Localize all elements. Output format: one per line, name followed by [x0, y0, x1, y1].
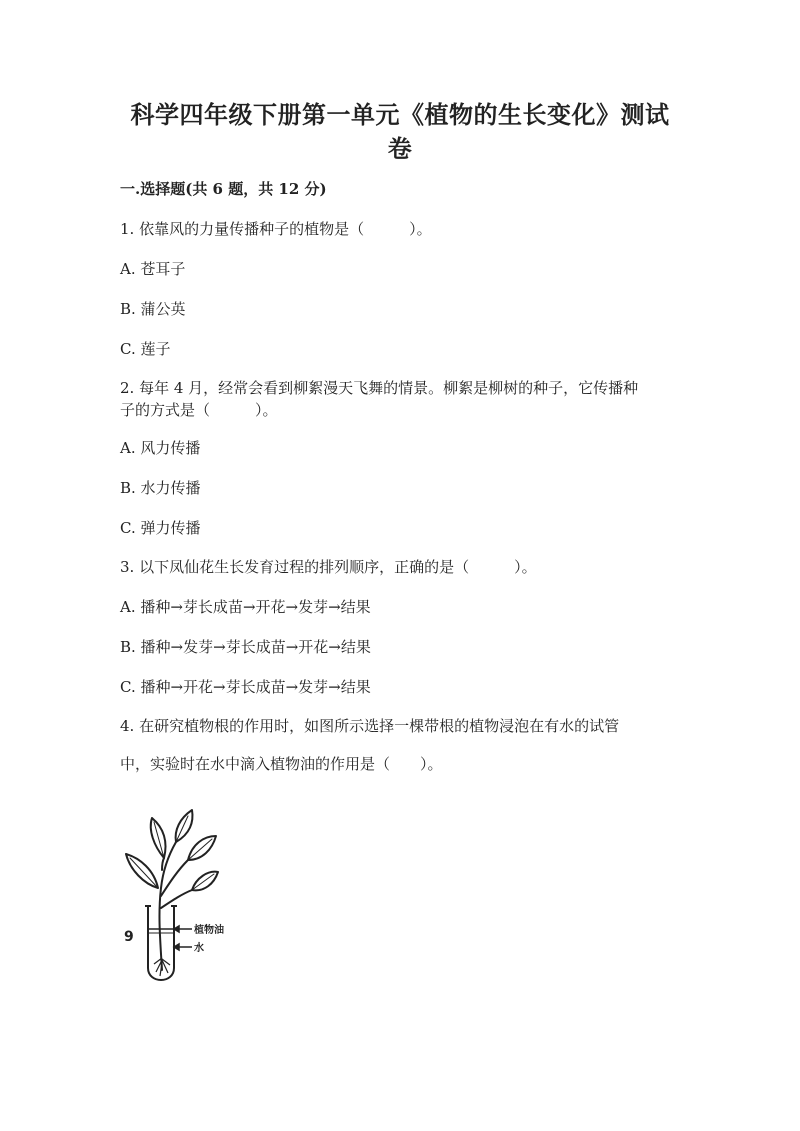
section-heading: 一.选择题(共 6 题，共 12 分)	[120, 180, 327, 198]
question-2-text-line-2: 子的方式是（ ）。	[120, 401, 278, 419]
question-2-text-line-1: 2. 每年 4 月，经常会看到柳絮漫天飞舞的情景。柳絮是柳树的种子，它传播种	[120, 379, 639, 397]
plant-illustration	[118, 808, 268, 988]
question-2-option-b: B. 水力传播	[120, 479, 201, 497]
plant-test-tube-figure	[118, 808, 268, 988]
question-3-option-b: B. 播种→发芽→芽长成苗→开花→结果	[120, 638, 371, 656]
question-3-text: 3. 以下凤仙花生长发育过程的排列顺序，正确的是（ ）。	[120, 558, 537, 576]
question-3-option-c: C. 播种→开花→芽长成苗→发芽→结果	[120, 678, 371, 696]
question-4-text-line-1: 4. 在研究植物根的作用时，如图所示选择一棵带根的植物浸泡在有水的试管	[120, 717, 620, 735]
question-1-option-c: C. 莲子	[120, 340, 171, 358]
question-2-option-a: A. 风力传播	[120, 439, 201, 457]
figure-label-water: 水	[194, 943, 204, 954]
question-1-option-b: B. 蒲公英	[120, 300, 186, 318]
question-1-option-a: A. 苍耳子	[120, 260, 186, 278]
page-title-line-2: 卷	[387, 134, 413, 163]
question-1-text: 1. 依靠风的力量传播种子的植物是（ ）。	[120, 220, 432, 238]
figure-label-oil: 植物油	[194, 925, 224, 936]
page-title-line-1: 科学四年级下册第一单元《植物的生长变化》测试	[130, 100, 670, 129]
page-title	[118, 98, 682, 166]
figure-label-number: 9	[124, 929, 134, 945]
question-3-option-a: A. 播种→芽长成苗→开花→发芽→结果	[120, 598, 371, 616]
question-2-option-c: C. 弹力传播	[120, 519, 201, 537]
question-4-text-line-2: 中，实验时在水中滴入植物油的作用是（ ）。	[120, 755, 443, 773]
